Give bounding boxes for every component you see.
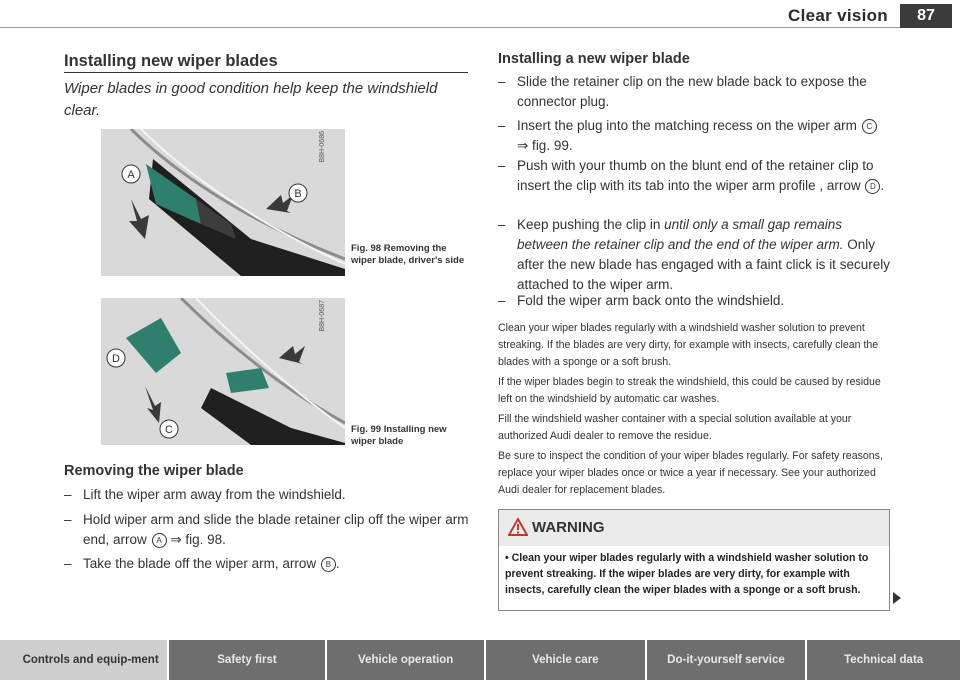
callout-ref-a: A — [152, 533, 167, 548]
paragraph-streak: If the wiper blades begin to streak the windshield, this could be caused by residue left on the windshield by automatic car washes. — [498, 376, 881, 405]
figure-99-code: B8H-0687 — [319, 300, 326, 332]
tab-safety-first[interactable]: Safety first — [169, 640, 326, 680]
callout-ref-b: B — [321, 557, 336, 572]
tab-vehicle-care[interactable]: Vehicle care — [486, 640, 645, 680]
svg-text:A: A — [127, 169, 135, 181]
footer-nav — [0, 640, 960, 680]
svg-text:D: D — [112, 353, 120, 365]
paragraph-clean: Clean your wiper blades regularly with a windshield washer solution to prevent streaking. If the blades are very dirty, for example with insects, carefully clean the blades with a sponge or a soft brush. — [498, 322, 879, 368]
warning-header — [499, 510, 889, 546]
callout-b — [289, 184, 307, 202]
section-title: Installing new wiper blades — [64, 52, 278, 70]
installing-step: – Fold the wiper arm back onto the windshield. — [498, 293, 785, 308]
warning-text: • Clean your wiper blades regularly with a windshield washer solution to prevent streaking. If the wiper blades are very dirty, for example with insects, carefully clean the wiper blades with a sponge or a soft brush. — [505, 552, 869, 596]
page-number: 87 — [900, 4, 952, 28]
callout-ref-c: C — [862, 119, 877, 134]
paragraph-inspect: Be sure to inspect the condition of your wiper blades regularly. For safety reasons, replace your wiper blades once or twice a year if necessary. See your authorized Audi dealer for replacement blades. — [498, 450, 883, 496]
callout-a — [122, 165, 140, 183]
running-header: Clear vision — [788, 6, 888, 25]
intro-text: Wiper blades in good condition help keep the windshield clear. — [64, 80, 438, 119]
installing-step: – Push with your thumb on the blunt end of the retainer clip to insert the clip with its tab into the wiper arm profile , arrow D . — [498, 158, 885, 193]
figure-99-image — [101, 298, 345, 445]
installing-step: – Keep pushing the clip in until only a small gap remains between the retainer clip and the end of the wiper arm. Only after the new blade has engaged with a faint click is it securely attached to the wiper arm. — [498, 217, 890, 292]
installing-step: – Slide the retainer clip on the new blade back to expose the connector plug. — [498, 74, 867, 109]
installing-step: – Insert the plug into the matching recess on the wiper arm C ⇒ fig. 99. — [498, 116, 890, 156]
figure-98-caption: Fig. 98 Removing the wiper blade, driver's side — [351, 243, 465, 266]
warning-triangle-icon — [508, 518, 528, 536]
continue-arrow-icon — [893, 592, 901, 604]
warning-box — [498, 509, 890, 611]
callout-d — [107, 349, 125, 367]
figure-98-image — [101, 129, 345, 276]
tab-technical-data[interactable]: Technical data — [807, 640, 960, 680]
warning-label: WARNING — [532, 519, 605, 536]
removing-title: Removing the wiper blade — [64, 463, 244, 479]
figure-99-caption: Fig. 99 Installing new wiper blade — [351, 424, 447, 447]
callout-c — [160, 420, 178, 438]
callout-ref-d: D — [865, 179, 880, 194]
paragraph-fill: Fill the windshield washer container with a special solution available at your authorized Audi dealer to remove the residue. — [498, 413, 852, 442]
removing-step: – Hold wiper arm and slide the blade retainer clip off the wiper arm end, arrow A ⇒ fig. 98. — [64, 512, 469, 547]
tab-vehicle-operation[interactable]: Vehicle operation — [327, 640, 484, 680]
removing-step: – Take the blade off the wiper arm, arrow B . — [64, 556, 340, 571]
svg-text:B: B — [294, 188, 302, 200]
section-rule — [64, 72, 468, 73]
tab-controls-and-equipment[interactable]: Controls and equip-ment — [0, 640, 167, 680]
removing-step: – Lift the wiper arm away from the windshield. — [64, 487, 346, 502]
svg-text:C: C — [165, 424, 173, 436]
header-rule — [0, 27, 935, 28]
installing-title: Installing a new wiper blade — [498, 51, 690, 67]
figure-98-code: B8H-0686 — [319, 131, 326, 163]
tab-do-it-yourself-service[interactable]: Do-it-yourself service — [647, 640, 806, 680]
